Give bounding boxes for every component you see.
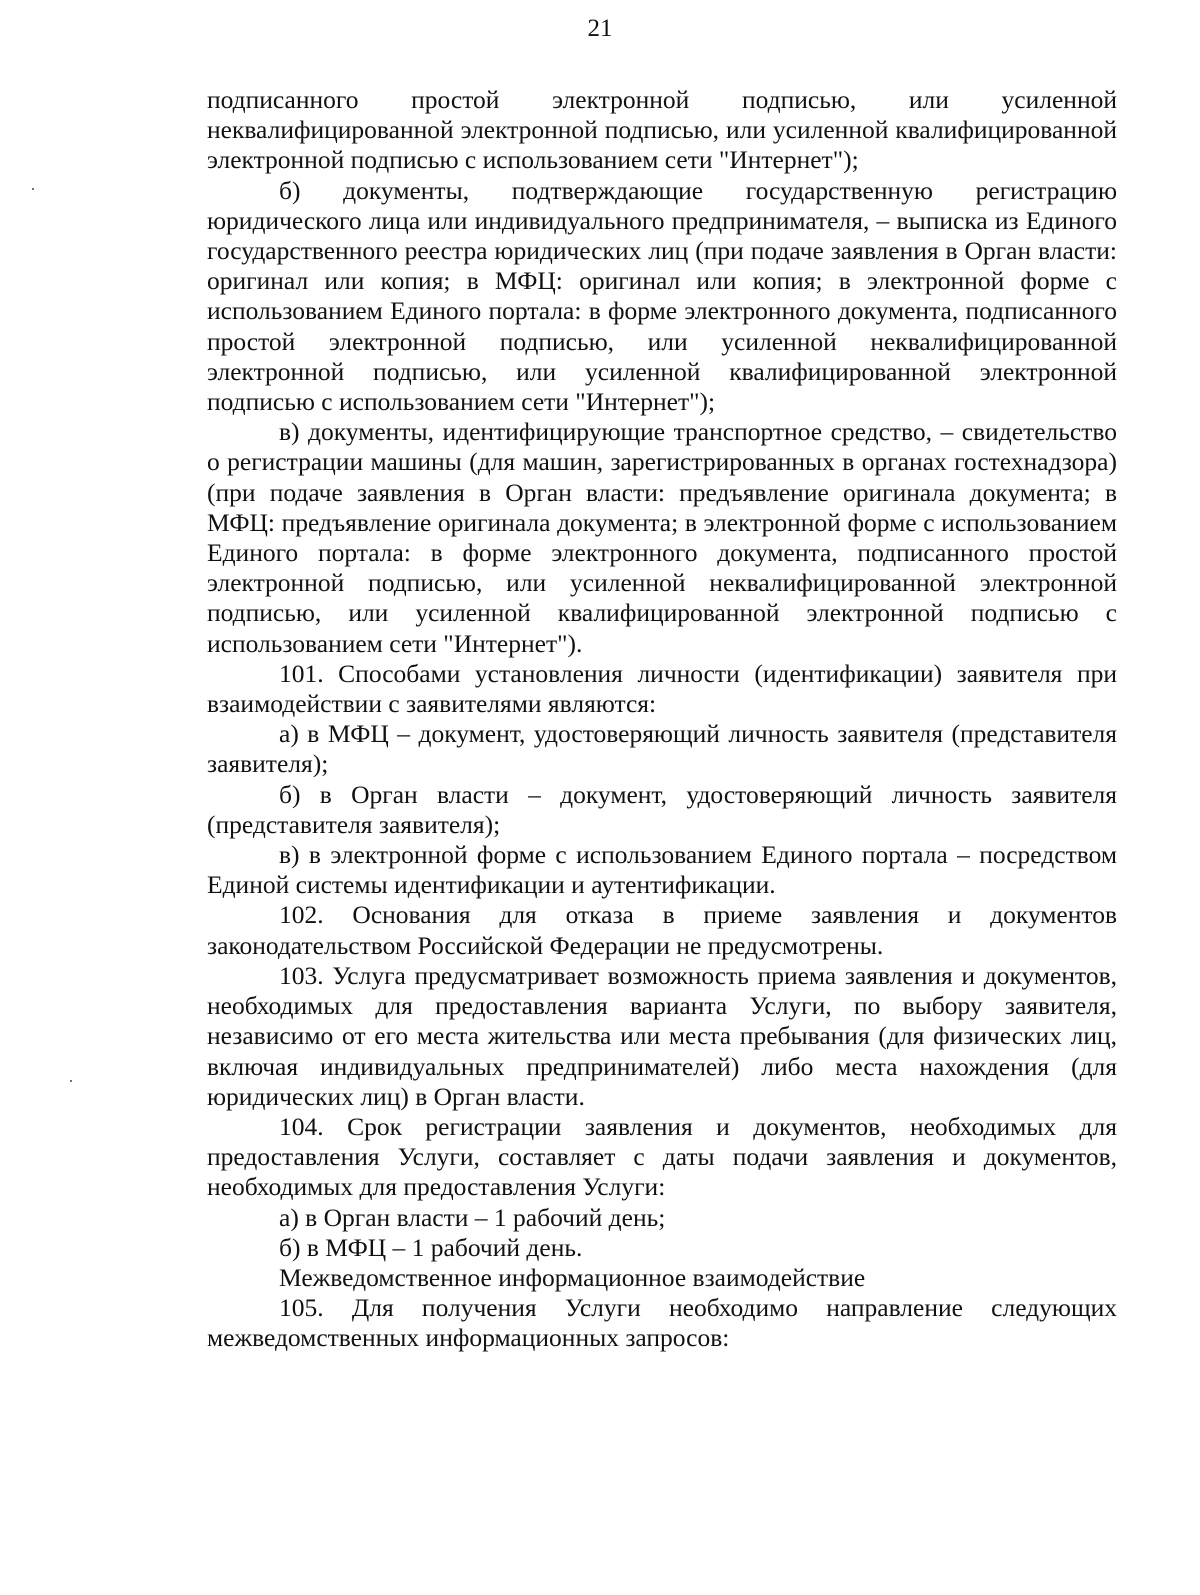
paragraph-item-b-registration-docs: б) документы, подтверждающие государственную регистрацию юридического лица или индивидуального предпринимателя, – выписка из Единого государственного реестра юридических лиц (при подаче заявления в Орган власти: оригинал или копия; в МФЦ: оригинал или копия; в электронной форме с использованием Единого портала: в форме электронного документа, подписанного простой электронной подписью, или усиленной неквалифицированной электронной подписью, или усиленной квалифицированной электронной подписью с использованием сети "Интернет");	[207, 175, 1117, 417]
scan-speck	[70, 1080, 72, 1082]
paragraph-101-v: в) в электронной форме с использованием Единого портала – посредством Единой системы идентификации и аутентификации.	[207, 840, 1117, 900]
paragraph-103: 103. Услуга предусматривает возможность приема заявления и документов, необходимых для предоставления варианта Услуги, по выбору заявителя, независимо от его места жительства или места пребывания (для физических лиц, включая индивидуальных предпринимателей) либо места нахождения (для юридических лиц) в Орган власти.	[207, 960, 1117, 1111]
scan-speck	[32, 188, 34, 190]
paragraph-104-b: б) в МФЦ – 1 рабочий день.	[279, 1232, 583, 1262]
paragraph-104-a: а) в Орган власти – 1 рабочий день;	[279, 1202, 666, 1232]
paragraph-101-a: а) в МФЦ – документ, удостоверяющий личность заявителя (представителя заявителя);	[207, 719, 1117, 779]
page-number: 21	[587, 15, 613, 42]
paragraph-continuation: подписанного простой электронной подписью, или усиленной неквалифицированной электронной подписью, или усиленной квалифицированной электронной подписью с использованием сети "Интернет");	[207, 85, 1117, 175]
paragraph-101: 101. Способами установления личности (идентификации) заявителя при взаимодействии с заявителями являются:	[207, 658, 1117, 719]
paragraph-item-v-vehicle-docs: в) документы, идентифицирующие транспортное средство, – свидетельство о регистрации машины (для машин, зарегистрированных в органах гостехнадзора) (при подаче заявления в Орган власти: предъявление оригинала документа; в МФЦ: предъявление оригинала документа; в электронной форме с использованием Единого портала: в форме электронного документа, подписанного простой электронной подписью, или усиленной неквалифицированной электронной подписью, или усиленной квалифицированной электронной подписью с использованием сети "Интернет").	[207, 417, 1117, 658]
paragraph-104: 104. Срок регистрации заявления и документов, необходимых для предоставления Услуги, составляет с даты подачи заявления и документов, необходимых для предоставления Услуги:	[207, 1111, 1117, 1202]
section-heading: Межведомственное информационное взаимодействие	[279, 1262, 866, 1292]
paragraph-105: 105. Для получения Услуги необходимо направление следующих межведомственных информационных запросов:	[207, 1293, 1117, 1353]
document-body	[207, 85, 1117, 1354]
paragraph-101-b: б) в Орган власти – документ, удостоверяющий личность заявителя (представителя заявителя);	[207, 779, 1117, 839]
paragraph-102: 102. Основания для отказа в приеме заявления и документов законодательством Российской Федерации не предусмотрены.	[207, 900, 1117, 960]
